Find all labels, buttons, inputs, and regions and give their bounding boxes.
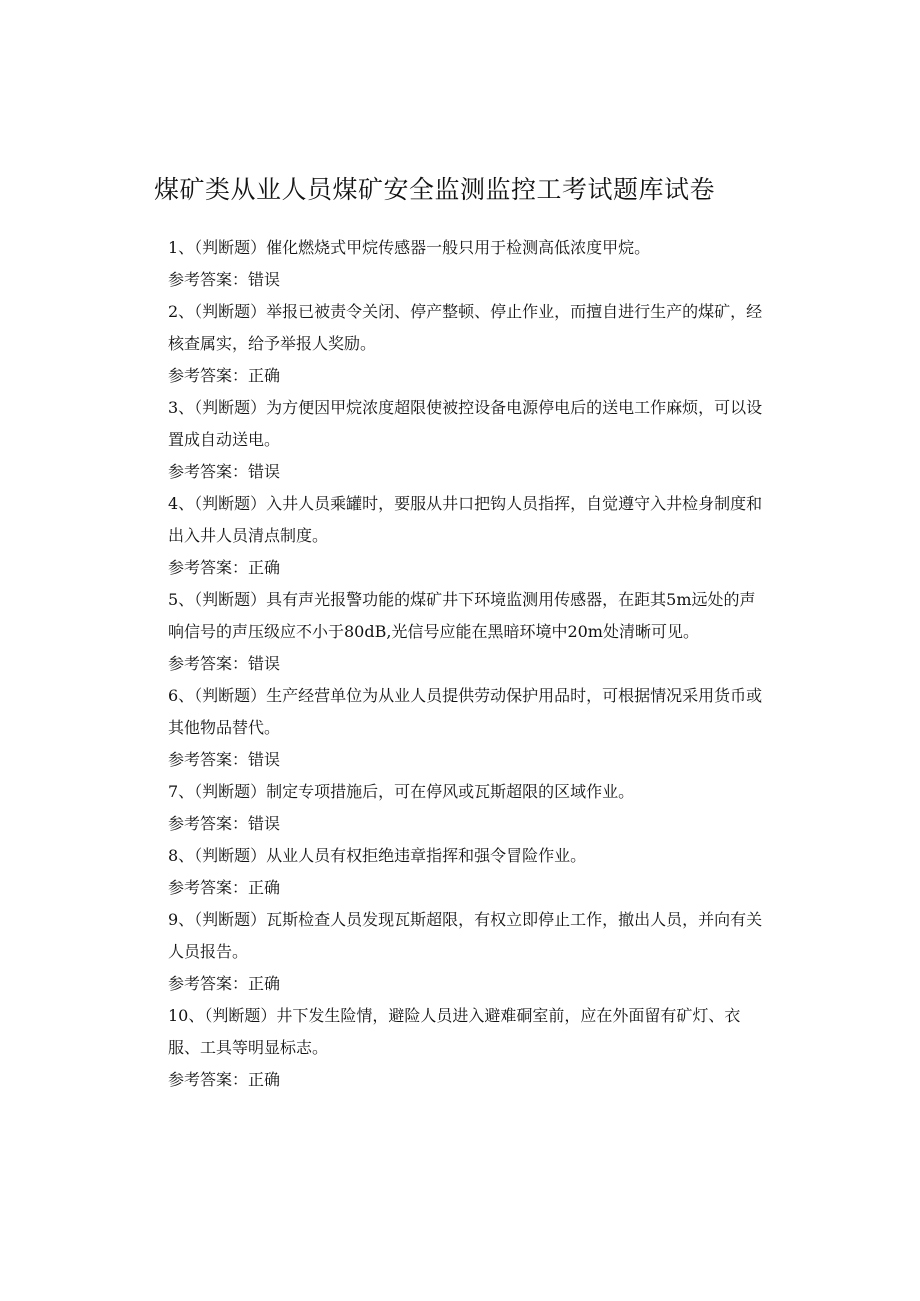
answer-text: 参考答案：正确 [168,878,281,897]
question-text: 8、（判断题）从业人员有权拒绝违章指挥和强令冒险作业。 [168,846,587,865]
question-text: 9、（判断题）瓦斯检查人员发现瓦斯超限，有权立即停止工作，撤出人员，并向有关人员报告。 [168,910,763,961]
answer-text: 参考答案：正确 [168,366,281,385]
question-text: 7、（判断题）制定专项措施后，可在停风或瓦斯超限的区域作业。 [168,782,635,801]
question-text: 2、（判断题）举报已被责令关闭、停产整顿、停止作业，而擅自进行生产的煤矿，经核查属实，给予举报人奖励。 [168,302,763,353]
document-title: 煤矿类从业人员煤矿安全监测监控工考试题库试卷 [154,175,716,204]
answer-text: 参考答案：错误 [168,270,281,289]
question-item [168,232,768,296]
question-text: 1、（判断题）催化燃烧式甲烷传感器一般只用于检测高低浓度甲烷。 [168,238,651,257]
question-item [168,904,768,1000]
answer-text: 参考答案：正确 [168,974,281,993]
question-item [168,1000,768,1096]
question-text: 3、（判断题）为方便因甲烷浓度超限使被控设备电源停电后的送电工作麻烦，可以设置成自动送电。 [168,398,763,449]
question-text: 4、（判断题）入井人员乘罐时，要服从井口把钩人员指挥，自觉遵守入井检身制度和出入井人员清点制度。 [168,494,763,545]
question-text: 5、（判断题）具有声光报警功能的煤矿井下环境监测用传感器，在距其5m远处的声响信号的声压级应不小于80dB,光信号应能在黑暗环境中20m处清晰可见。 [168,590,756,641]
answer-text: 参考答案：正确 [168,1070,281,1089]
question-item [168,680,768,776]
question-item [168,296,768,392]
question-item [168,584,768,680]
question-item [168,488,768,584]
question-item [168,392,768,488]
question-item [168,776,768,840]
question-text: 6、（判断题）生产经营单位为从业人员提供劳动保护用品时，可根据情况采用货币或其他物品替代。 [168,686,763,737]
answer-text: 参考答案：错误 [168,814,281,833]
answer-text: 参考答案：错误 [168,654,281,673]
answer-text: 参考答案：正确 [168,558,281,577]
question-text: 10、（判断题）井下发生险情，避险人员进入避难硐室前，应在外面留有矿灯、衣服、工具等明显标志。 [168,1006,741,1057]
question-item [168,840,768,904]
answer-text: 参考答案：错误 [168,750,281,769]
question-list [168,232,768,1096]
answer-text: 参考答案：错误 [168,462,281,481]
